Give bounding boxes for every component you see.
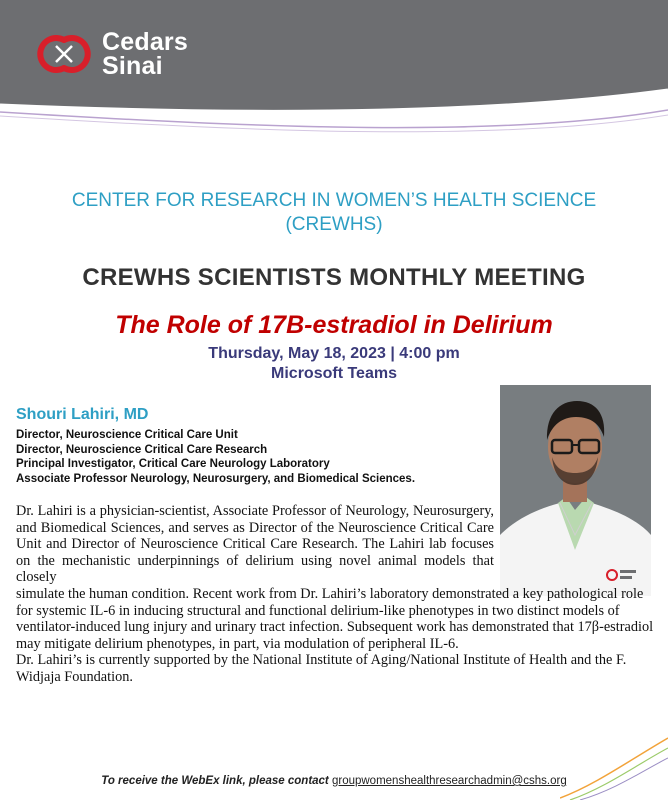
meeting-title: CREWHS SCIENTISTS MONTHLY MEETING [82,264,586,291]
footer-contact [0,775,668,787]
speaker-role: Director, Neuroscience Critical Care Unit [16,429,238,441]
speaker-role: Principal Investigator, Critical Care Neurology Laboratory [16,458,330,470]
center-title-line-1: CENTER FOR RESEARCH IN WOMEN’S HEALTH SCIENCE [71,190,597,211]
cedars-sinai-logo [34,30,188,78]
speaker-name: Shouri Lahiri, MD [16,406,149,423]
decorative-swoosh [560,730,668,800]
event-platform: Microsoft Teams [271,365,397,382]
center-title [0,189,668,237]
contact-email-link[interactable]: groupwomenshealthresearchadmin@cshs.org [331,775,567,787]
speaker-roles [16,428,415,486]
bio-paragraph-2: Dr. Lahiri’s is currently supported by the National Institute of Aging/National Institute of Health and the F. Widjaja Foundation. [16,652,627,685]
cedars-sinai-logo-icon [34,30,94,78]
speaker-bio [16,503,656,686]
center-title-line-2: (CREWHS) [285,214,383,235]
speaker-role: Associate Professor Neurology, Neurosurgery, and Biomedical Sciences. [16,472,416,485]
header-banner [0,0,668,160]
speaker-role: Director, Neuroscience Critical Care Research [16,443,268,456]
logo-line-1: Cedars [102,28,188,56]
bio-paragraph-1-wrapped: Dr. Lahiri is a physician-scientist, Associate Professor of Neurology, Neurosurgery, and Biomedical Sciences, and serves as Director of the Neuroscience Critical Care Unit and Director of Neuroscience Critical Care Research. The Lahiri lab focuses on the mechanistic underpinnings of delirium using novel animal models that closely [16,503,494,586]
talk-title: The Role of 17B-estradiol in Delirium [115,311,553,339]
event-details [0,344,668,384]
event-date-time: Thursday, May 18, 2023 | 4:00 pm [208,345,460,362]
logo-wordmark [102,30,188,78]
bio-paragraph-1-continued: simulate the human condition. Recent work from Dr. Lahiri’s laboratory demonstrated a key pathological role for systemic IL-6 in inducing structural and functional delirium-like phenotypes in two distinct models of ventilator-induced lung injury and urinary tract infection. Subsequent work has demonstrated that 17β-estradiol may mitigate delirium phenotypes, in part, via modulation of peripheral IL-6. [16,585,654,652]
logo-line-2: Sinai [102,52,163,80]
footer-text: To receive the WebEx link, please contact [101,775,332,787]
